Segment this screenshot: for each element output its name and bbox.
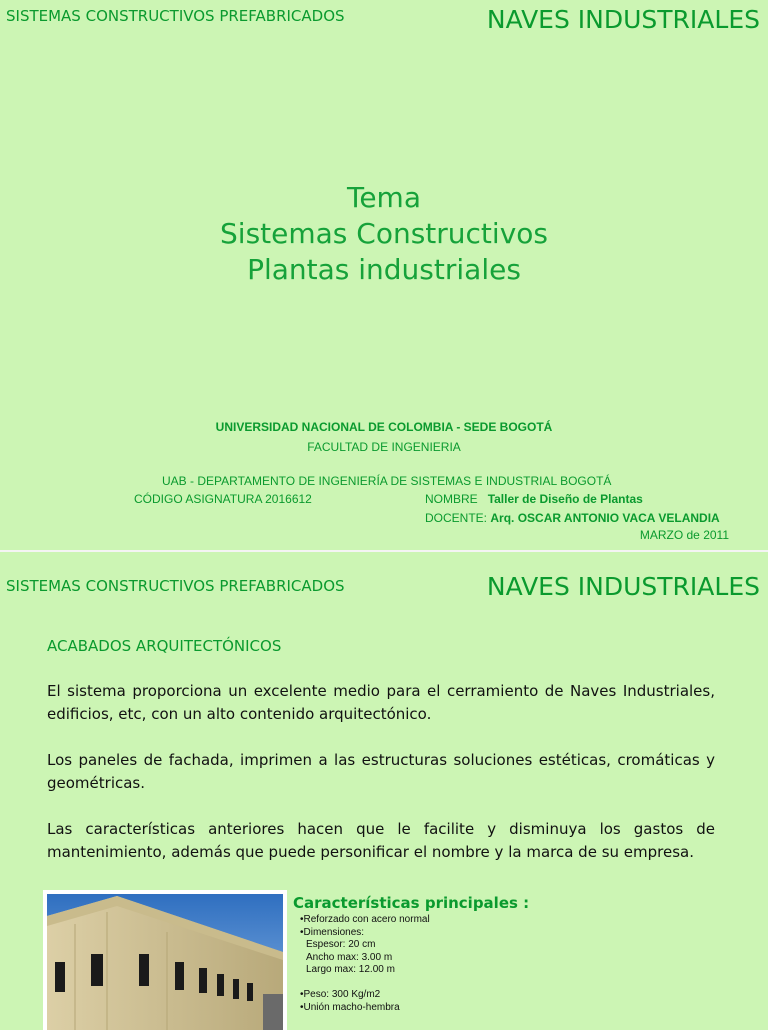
- title-line: Sistemas Constructivos: [220, 217, 548, 250]
- feature-item: Largo max: 12.00 m: [306, 964, 395, 975]
- department-name: UAB - DEPARTAMENTO DE INGENIERÍA DE SISTEMAS E INDUSTRIAL BOGOTÁ: [162, 474, 612, 488]
- teacher-label: DOCENTE:: [425, 511, 488, 525]
- date: MARZO de 2011: [639, 528, 729, 542]
- name-value: Taller de Diseño de Plantas: [487, 492, 643, 506]
- building-photo: [43, 890, 287, 1030]
- industrial-building-image: [47, 894, 283, 1030]
- course-code: CÓDIGO ASIGNATURA 2016612: [134, 492, 312, 506]
- course-name-line: [425, 492, 643, 506]
- paragraph: El sistema proporciona un excelente medio para el cerramiento de Naves Industriales, edificios, etc, con un alto contenido arquitectónico.: [47, 682, 715, 723]
- title-line: Plantas industriales: [247, 253, 521, 286]
- title-line: Tema: [346, 181, 421, 214]
- university-name: UNIVERSIDAD NACIONAL DE COLOMBIA - SEDE BOGOTÁ: [215, 420, 553, 434]
- header-left: SISTEMAS CONSTRUCTIVOS PREFABRICADOS: [6, 7, 345, 25]
- feature-item: Espesor: 20 cm: [306, 939, 376, 950]
- name-label: NOMBRE: [425, 492, 478, 506]
- slide-title: [0, 180, 768, 288]
- header-right: NAVES INDUSTRIALES: [486, 572, 760, 601]
- paragraph: Las características anteriores hacen que le facilite y disminuya los gastos de mantenimiento, además que puede personificar el nombre y la marca de su empresa.: [47, 820, 715, 861]
- features-list: [300, 914, 430, 1014]
- section-title: ACABADOS ARQUITECTÓNICOS: [47, 637, 282, 655]
- teacher-value: Arq. OSCAR ANTONIO VACA VELANDIA: [490, 511, 720, 525]
- paragraph: Los paneles de fachada, imprimen a las estructuras soluciones estéticas, cromáticas y geométricas.: [47, 751, 715, 792]
- faculty-name: FACULTAD DE INGENIERIA: [307, 440, 461, 454]
- header-right: NAVES INDUSTRIALES: [486, 5, 760, 34]
- features-title: Características principales :: [293, 894, 530, 912]
- content-slide: [0, 550, 768, 1024]
- feature-item: •Reforzado con acero normal: [300, 914, 430, 925]
- feature-item: •Peso: 300 Kg/m2: [300, 989, 381, 1000]
- feature-item: •Unión macho-hembra: [300, 1001, 400, 1013]
- teacher-line: [425, 511, 720, 525]
- feature-item: •Dimensiones:: [300, 926, 365, 938]
- header-left: SISTEMAS CONSTRUCTIVOS PREFABRICADOS: [6, 577, 345, 595]
- feature-spacer: [300, 977, 430, 990]
- feature-item: Ancho max: 3.00 m: [306, 951, 393, 963]
